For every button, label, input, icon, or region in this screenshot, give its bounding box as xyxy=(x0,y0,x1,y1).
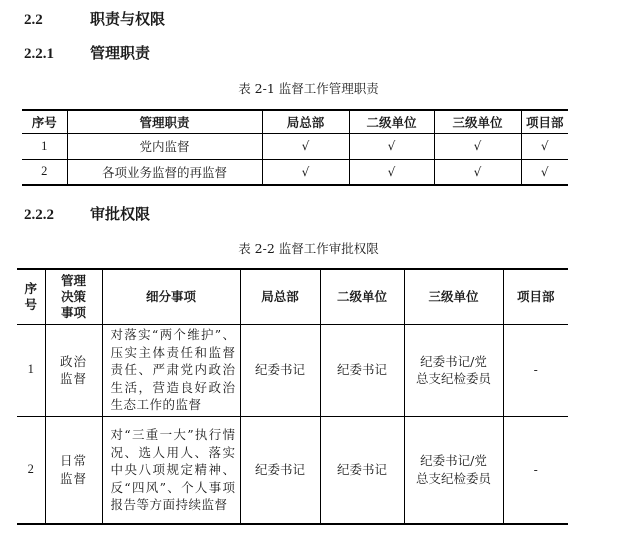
table-header-row xyxy=(17,269,568,324)
row-decision-item: 政治监督 xyxy=(45,324,102,416)
check-mark: √ xyxy=(434,159,521,185)
table-header-row xyxy=(22,110,568,133)
section-title: 职责与权限 xyxy=(90,10,166,28)
approval-authority-table xyxy=(17,268,568,525)
col-header-level3: 三级单位 xyxy=(404,269,503,324)
responsibilities-table xyxy=(22,109,568,186)
section-number: 2.2 xyxy=(24,12,43,28)
section-heading-2-2-1 xyxy=(24,42,150,63)
col-header-project: 项目部 xyxy=(521,110,568,133)
row-hq: 纪委书记 xyxy=(240,324,320,416)
section-title: 管理职责 xyxy=(90,44,151,62)
col-header-hq: 局总部 xyxy=(240,269,320,324)
section-number: 2.2.2 xyxy=(24,207,54,223)
col-header-index: 序号 xyxy=(17,269,45,324)
section-heading-2-2 xyxy=(24,8,165,29)
section-heading-2-2-2 xyxy=(24,203,150,224)
table-row xyxy=(22,133,568,159)
row-index: 1 xyxy=(27,362,34,377)
col-header-hq: 局总部 xyxy=(262,110,349,133)
row-detail: 对“三重一大”执行情况、选人用人、落实中央八项规定精神、反“四风”、个人事项报告等方面持续监督 xyxy=(102,416,240,524)
col-header-level3: 三级单位 xyxy=(434,110,521,133)
row-detail: 对落实“两个维护”、压实主体责任和监督责任、严肃党内政治生活，营造良好政治生态工作的监督 xyxy=(102,324,240,416)
table2-caption: 表 2-2 监督工作审批权限 xyxy=(238,241,379,256)
table-row xyxy=(17,416,568,524)
col-header-detail: 细分事项 xyxy=(102,269,240,324)
row-decision-item: 日常监督 xyxy=(45,416,102,524)
row-index: 2 xyxy=(22,159,67,185)
row-responsibility: 各项业务监督的再监督 xyxy=(67,159,262,185)
section-number: 2.2.1 xyxy=(24,46,54,62)
col-header-responsibility: 管理职责 xyxy=(67,110,262,133)
row-level2: 纪委书记 xyxy=(320,416,404,524)
col-header-level2: 二级单位 xyxy=(320,269,404,324)
row-level2: 纪委书记 xyxy=(320,324,404,416)
section-title: 审批权限 xyxy=(90,205,151,223)
row-level3: 纪委书记/党总支纪检委员 xyxy=(404,416,503,524)
row-hq: 纪委书记 xyxy=(240,416,320,524)
check-mark: √ xyxy=(521,133,568,159)
check-mark: √ xyxy=(262,133,349,159)
col-header-decision-item: 管理决策事项 xyxy=(45,269,102,324)
check-mark: √ xyxy=(434,133,521,159)
row-project: - xyxy=(503,324,568,416)
check-mark: √ xyxy=(521,159,568,185)
table-row xyxy=(22,159,568,185)
row-project: - xyxy=(503,416,568,524)
check-mark: √ xyxy=(262,159,349,185)
table1-caption: 表 2-1 监督工作管理职责 xyxy=(238,81,379,96)
col-header-project: 项目部 xyxy=(503,269,568,324)
row-responsibility: 党内监督 xyxy=(67,133,262,159)
check-mark: √ xyxy=(349,133,434,159)
table-row xyxy=(17,324,568,416)
row-index: 2 xyxy=(17,416,45,524)
check-mark: √ xyxy=(349,159,434,185)
row-index: 1 xyxy=(22,133,67,159)
col-header-index: 序号 xyxy=(22,110,67,133)
col-header-level2: 二级单位 xyxy=(349,110,434,133)
row-level3: 纪委书记/党总支纪检委员 xyxy=(404,324,503,416)
